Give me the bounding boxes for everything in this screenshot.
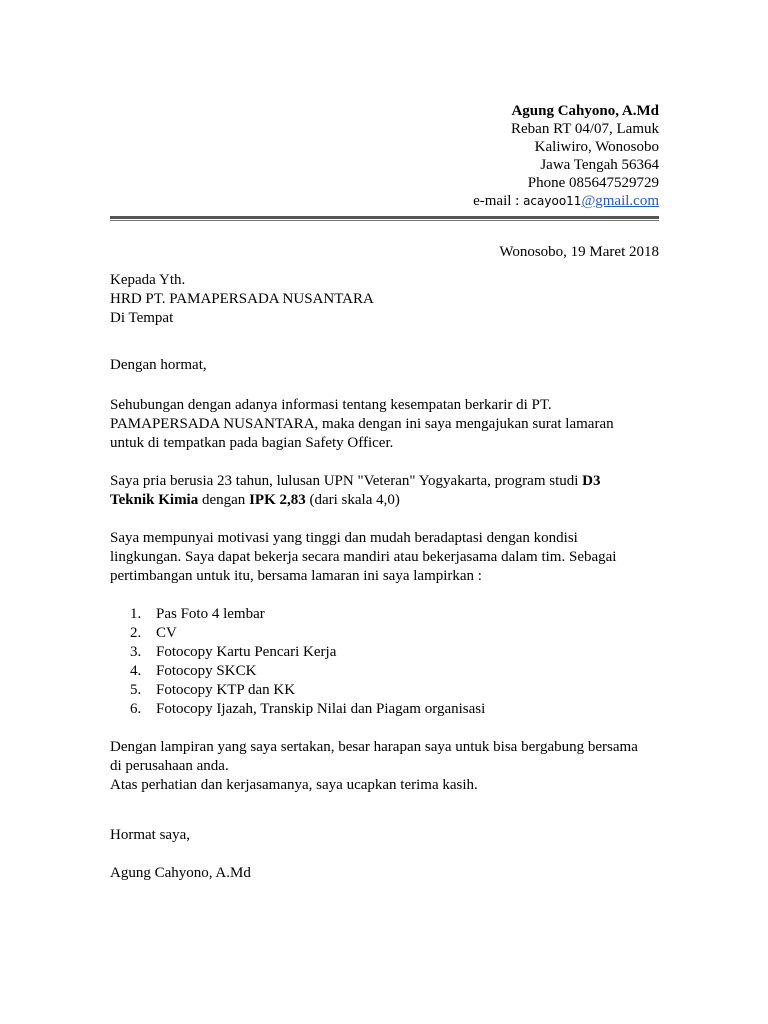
list-item — [130, 662, 659, 681]
letter-date: Wonosobo, 19 Maret 2018 — [499, 244, 659, 260]
sender-email-label: e-mail : — [473, 193, 524, 209]
list-item-text: Fotocopy Kartu Pencari Kerja — [156, 644, 337, 660]
sender-phone: Phone 085647529729 — [527, 175, 659, 191]
paragraph-motivation-line3: pertimbangan untuk itu, bersama lamaran ini saya lampirkan : — [110, 568, 482, 584]
paragraph-intro — [110, 396, 659, 453]
header-divider — [110, 216, 659, 221]
list-item-number: 1. — [130, 606, 142, 622]
education-gpa-bold: IPK 2,83 — [249, 492, 306, 508]
sender-email-user: acayoo11 — [523, 194, 582, 208]
sender-name: Agung Cahyono, A.Md — [511, 103, 659, 119]
paragraph-intro-line3: untuk di tempatkan pada bagian Safety Officer. — [110, 435, 394, 451]
paragraph-closing-line2: di perusahaan anda. — [110, 758, 229, 774]
recipient-line3: Di Tempat — [110, 310, 174, 326]
recipient-block — [110, 271, 659, 328]
attachment-list — [110, 605, 659, 719]
list-item-number: 2. — [130, 625, 142, 641]
education-degree-bold-b: Teknik Kimia — [110, 492, 199, 508]
sender-email-link[interactable]: @gmail.com — [581, 193, 659, 209]
list-item-number: 3. — [130, 644, 142, 660]
list-item — [130, 643, 659, 662]
letter-page — [110, 102, 659, 883]
paragraph-intro-line2: PAMAPERSADA NUSANTARA, maka dengan ini saya mengajukan surat lamaran — [110, 416, 614, 432]
paragraph-motivation-line2: lingkungan. Saya dapat bekerja secara mandiri atau bekerjasama dalam tim. Sebagai — [110, 549, 617, 565]
signature-name: Agung Cahyono, A.Md — [110, 865, 251, 881]
list-item — [130, 681, 659, 700]
education-text-3: (dari skala 4,0) — [305, 492, 400, 508]
list-item-text: Fotocopy Ijazah, Transkip Nilai dan Piagam organisasi — [156, 701, 486, 717]
sender-block — [110, 102, 659, 210]
list-item-number: 4. — [130, 663, 142, 679]
list-item — [130, 624, 659, 643]
sender-address-line2: Kaliwiro, Wonosobo — [534, 139, 659, 155]
paragraph-closing-line3: Atas perhatian dan kerjasamanya, saya ucapkan terima kasih. — [110, 777, 478, 793]
paragraph-motivation — [110, 529, 659, 586]
list-item-text: Fotocopy SKCK — [156, 663, 257, 679]
paragraph-motivation-line1: Saya mempunyai motivasi yang tinggi dan mudah beradaptasi dengan kondisi — [110, 530, 578, 546]
list-item-text: Pas Foto 4 lembar — [156, 606, 265, 622]
list-item — [130, 605, 659, 624]
recipient-line1: Kepada Yth. — [110, 272, 186, 288]
education-text-1: Saya pria berusia 23 tahun, lulusan UPN "Veteran" Yogyakarta, program studi — [110, 473, 583, 489]
paragraph-closing — [110, 738, 659, 795]
list-item-text: CV — [156, 625, 177, 641]
closing-salutation: Hormat saya, — [110, 827, 190, 843]
education-degree-bold-a: D3 — [582, 473, 601, 489]
list-item-text: Fotocopy KTP dan KK — [156, 682, 296, 698]
education-text-2: dengan — [198, 492, 250, 508]
paragraph-education-line1 — [110, 472, 659, 491]
greeting: Dengan hormat, — [110, 357, 207, 373]
list-item-number: 5. — [130, 682, 142, 698]
paragraph-closing-line1: Dengan lampiran yang saya sertakan, besar harapan saya untuk bisa bergabung bersama — [110, 739, 638, 755]
recipient-line2: HRD PT. PAMAPERSADA NUSANTARA — [110, 291, 374, 307]
paragraph-education — [110, 472, 659, 510]
list-item-number: 6. — [130, 701, 142, 717]
sender-address-line3: Jawa Tengah 56364 — [540, 157, 659, 173]
list-item — [130, 700, 659, 719]
sender-email-line — [110, 192, 659, 210]
paragraph-education-line2 — [110, 491, 659, 510]
sender-address-line1: Reban RT 04/07, Lamuk — [511, 121, 659, 137]
paragraph-intro-line1: Sehubungan dengan adanya informasi tentang kesempatan berkarir di PT. — [110, 397, 552, 413]
